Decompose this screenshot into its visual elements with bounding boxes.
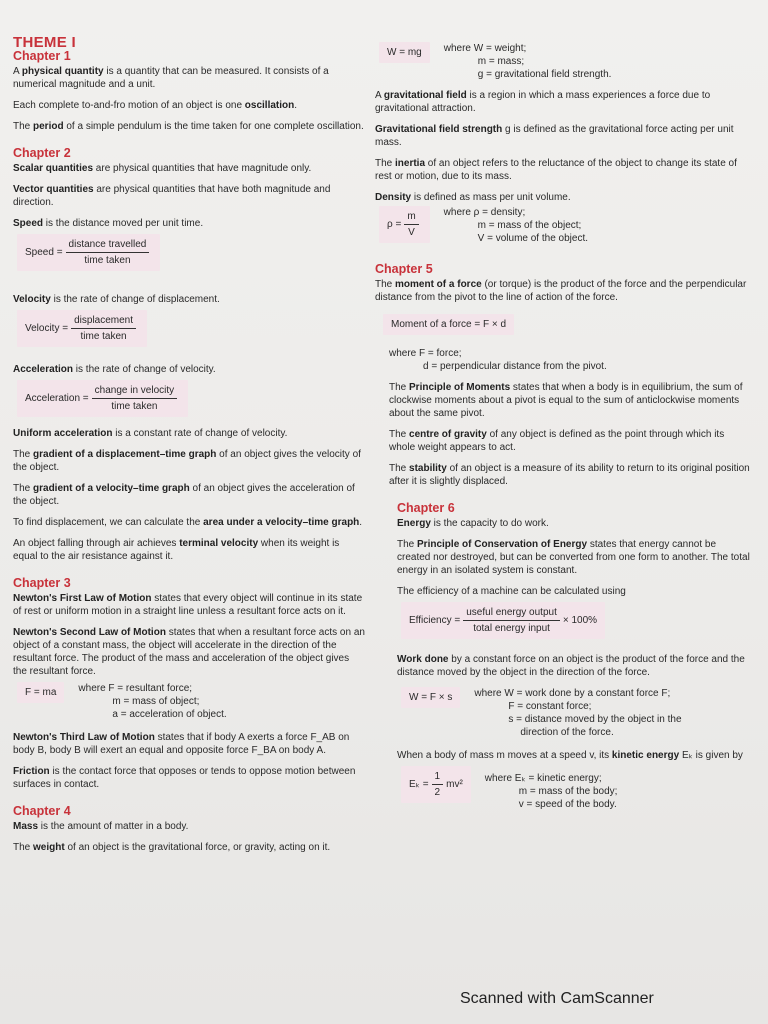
- dt-graph-gradient: The gradient of a displacement–time graph of an object gives the velocity of the object.: [13, 449, 361, 473]
- chapter-1-heading: Chapter 1: [13, 49, 71, 63]
- chapter-3-heading: Chapter 3: [13, 576, 71, 590]
- physical-quantity-def: A physical quantity is a quantity that can be measured. It consists of a numerical magnitude and a unit.: [13, 66, 329, 90]
- moment-def: The moment of a force (or torque) is the product of the force and the perpendicular distance from the pivot to the line of action of the force.: [375, 279, 747, 303]
- wfs-where: where W = work done by a constant force F; F = constant force; s = distance moved by the object in the direction of the force.: [474, 688, 682, 738]
- fma-where: where F = resultant force; m = mass of object; a = acceleration of object.: [78, 683, 227, 720]
- rho-block: [375, 206, 750, 245]
- camscanner-watermark: Scanned with CamScanner: [460, 990, 654, 1007]
- left-column: [13, 36, 365, 862]
- wfs-block: [397, 687, 750, 739]
- friction-def: Friction is the contact force that opposes or tends to oppose motion between surfaces in contact.: [13, 766, 356, 790]
- gravitational-field-def: A gravitational field is a region in which a mass experiences a force due to gravitational attraction.: [375, 90, 711, 114]
- conservation-of-energy: The Principle of Conservation of Energy states that energy cannot be created nor destroyed, but can be converted from one form to another. The total energy in an isolated system is constant.: [397, 539, 750, 576]
- ke-formula: Eₖ = $\frac{1}{2}$ mv²: [401, 766, 471, 803]
- terminal-velocity-def: An object falling through air achieves terminal velocity when its weight is equal to the air resistance against it.: [13, 538, 340, 562]
- chapter-6-heading: Chapter 6: [397, 501, 455, 515]
- speed-def: Speed is the distance moved per unit time.: [13, 218, 204, 229]
- newton-third-law: Newton's Third Law of Motion states that if body A exerts a force F_AB on body B, body B will exert an equal and opposite force F_BA on body A.: [13, 732, 350, 756]
- rho-where: where ρ = density; m = mass of the object; V = volume of the object.: [443, 207, 588, 244]
- field-strength-def: Gravitational field strength g is defined as the gravitational force acting per unit mass.: [375, 124, 734, 148]
- chapter-6-body: [375, 517, 750, 811]
- speed-formula: Speed = $\frac{\text{distance travelled}}{\text{time taken}}$: [17, 234, 160, 271]
- acceleration-def: Acceleration is the rate of change of velocity.: [13, 364, 216, 375]
- velocity-def: Velocity is the rate of change of displacement.: [13, 294, 220, 305]
- chapter-4-heading: Chapter 4: [13, 804, 71, 818]
- vector-def: Vector quantities are physical quantities that have both magnitude and direction.: [13, 184, 331, 208]
- newton-first-law: Newton's First Law of Motion states that every object will continue in its state of rest or uniform motion in a straight line unless a resultant force acts on it.: [13, 593, 363, 617]
- ke-where: where Eₖ = kinetic energy; m = mass of the body; v = speed of the body.: [484, 773, 618, 810]
- wmg-formula: W = mg: [379, 42, 430, 63]
- inertia-def: The inertia of an object refers to the reluctance of the object to change its state of rest or motion, due to its mass.: [375, 158, 737, 182]
- kinetic-energy-intro: When a body of mass m moves at a speed v, its kinetic energy Eₖ is given by: [397, 750, 743, 761]
- energy-def: Energy is the capacity to do work.: [397, 518, 549, 529]
- work-done-def: Work done by a constant force on an object is the product of the force and the distance moved by the object in the direction of the force.: [397, 654, 745, 678]
- right-column: [375, 40, 750, 819]
- centre-of-gravity-def: The centre of gravity of any object is defined as the point through which its whole weight appears to act.: [389, 429, 725, 453]
- theme-heading: THEME I: [13, 34, 76, 51]
- area-under-vt: To find displacement, we can calculate the area under a velocity–time graph.: [13, 517, 363, 528]
- uniform-acceleration-def: Uniform acceleration is a constant rate of change of velocity.: [13, 428, 288, 439]
- chapter-5-heading: Chapter 5: [375, 262, 433, 276]
- mass-def: Mass is the amount of matter in a body.: [13, 821, 189, 832]
- wfs-formula: W = F × s: [401, 687, 460, 708]
- vt-graph-gradient: The gradient of a velocity–time graph of an object gives the acceleration of the object.: [13, 483, 355, 507]
- efficiency-intro: The efficiency of a machine can be calculated using: [397, 586, 626, 597]
- chapter-2-heading: Chapter 2: [13, 146, 71, 160]
- velocity-formula: Velocity = $\frac{\text{displacement}}{\text{time taken}}$: [17, 310, 147, 347]
- period-def: The period of a simple pendulum is the time taken for one complete oscillation.: [13, 121, 364, 132]
- density-def: Density is defined as mass per unit volume.: [375, 192, 571, 203]
- oscillation-def: Each complete to-and-fro motion of an object is one oscillation.: [13, 100, 298, 111]
- wmg-block: [375, 42, 750, 81]
- fma-block: [13, 682, 365, 721]
- acceleration-formula: Acceleration = $\frac{\text{change in velocity}}{\text{time taken}}$: [17, 380, 188, 417]
- moment-formula: Moment of a force = F × d: [383, 314, 514, 335]
- principle-of-moments: The Principle of Moments states that when a body is in equilibrium, the sum of clockwise moments about a pivot is equal to the sum of anticlockwise moments about the same pivot.: [389, 382, 743, 419]
- ke-block: [397, 766, 750, 811]
- weight-def: The weight of an object is the gravitational force, or gravity, acting on it.: [13, 842, 331, 853]
- scalar-def: Scalar quantities are physical quantities that have magnitude only.: [13, 163, 312, 174]
- rho-formula: ρ = $\frac{m}{V}$: [379, 206, 430, 243]
- fma-formula: F = ma: [17, 682, 64, 703]
- efficiency-formula: Efficiency = $\frac{\text{useful energy output}}{\text{total energy input}}$ × 100%: [401, 602, 605, 639]
- moment-where: where F = force; d = perpendicular distance from the pivot.: [389, 348, 607, 372]
- newton-second-law: Newton's Second Law of Motion states that when a resultant force acts on an object of a constant mass, the object will accelerate in the direction of the resultant force. The product of the mass and acceleration of the object gives the resultant force.: [13, 627, 365, 677]
- stability-def: The stability of an object is a measure of its ability to return to its original position after it is slightly displaced.: [389, 463, 750, 487]
- wmg-where: where W = weight; m = mass; g = gravitational field strength.: [443, 43, 612, 80]
